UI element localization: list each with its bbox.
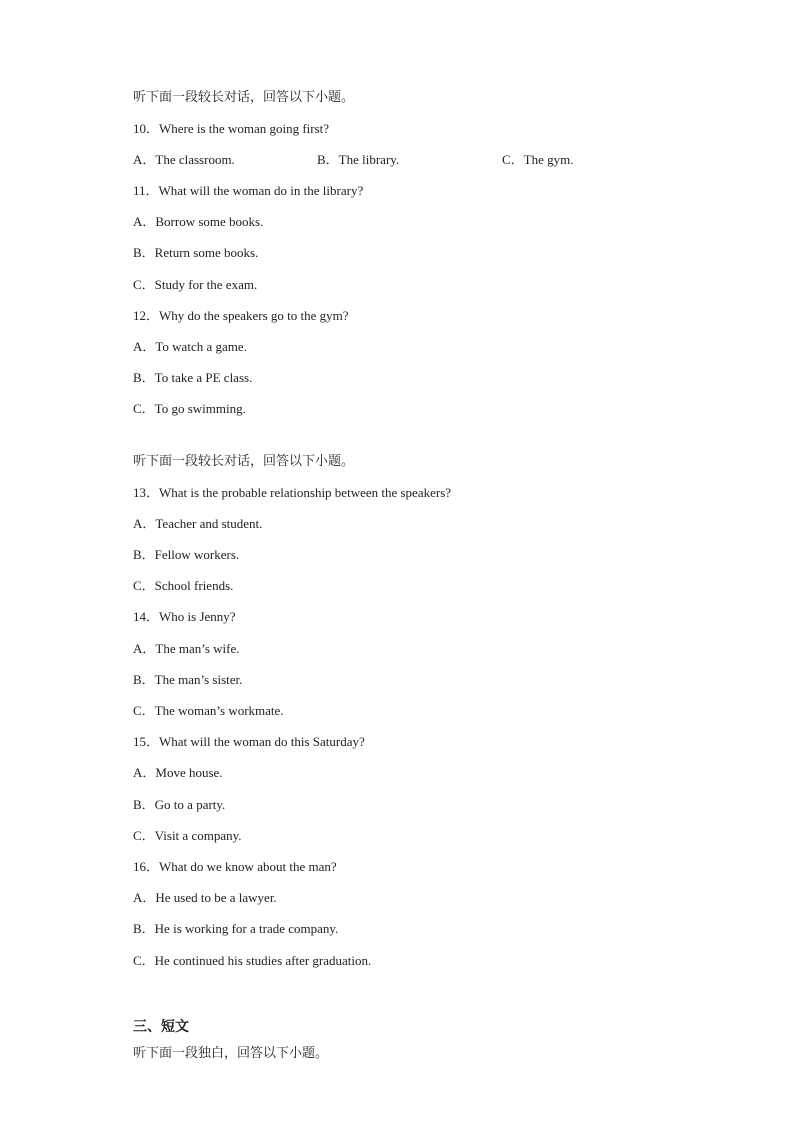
section-instruction: 听下面一段较长对话，回答以下小题。 (133, 90, 355, 105)
question-10-option-c: C．The gym. (502, 152, 574, 167)
question-13-option-c: C．School friends. (133, 578, 234, 593)
question-15-stem: 15．What will the woman do this Saturday? (133, 734, 365, 749)
question-11-stem: 11．What will the woman do in the library? (133, 183, 364, 198)
question-10-stem: 10．Where is the woman going first? (133, 121, 330, 136)
question-12-stem: 12．Why do the speakers go to the gym? (133, 308, 349, 323)
question-15-option-c: C．Visit a company. (133, 828, 242, 843)
section-instruction: 听下面一段独白，回答以下小题。 (133, 1046, 329, 1061)
question-15-option-b: B．Go to a party. (133, 797, 226, 812)
section-instruction: 听下面一段较长对话，回答以下小题。 (133, 454, 355, 469)
question-16-option-c: C．He continued his studies after graduation. (133, 953, 372, 968)
question-13-option-b: B．Fellow workers. (133, 547, 240, 562)
question-12-option-c: C．To go swimming. (133, 401, 246, 416)
section-heading: 三、短文 (133, 1019, 189, 1035)
question-14-option-b: B．The man’s sister. (133, 672, 243, 687)
question-13-stem: 13．What is the probable relationship between the speakers? (133, 485, 452, 500)
question-10-option-a: A．The classroom. (133, 152, 235, 167)
question-11-option-b: B．Return some books. (133, 245, 259, 260)
question-12-option-a: A．To watch a game. (133, 339, 247, 354)
question-11-option-c: C．Study for the exam. (133, 277, 258, 292)
question-14-option-a: A．The man’s wife. (133, 641, 240, 656)
question-14-option-c: C．The woman’s workmate. (133, 703, 284, 718)
question-16-stem: 16．What do we know about the man? (133, 859, 337, 874)
question-15-option-a: A．Move house. (133, 765, 223, 780)
question-16-option-b: B．He is working for a trade company. (133, 921, 339, 936)
question-13-option-a: A．Teacher and student. (133, 516, 263, 531)
question-12-option-b: B．To take a PE class. (133, 370, 253, 385)
question-16-option-a: A．He used to be a lawyer. (133, 890, 277, 905)
question-11-option-a: A．Borrow some books. (133, 214, 264, 229)
question-14-stem: 14．Who is Jenny? (133, 609, 236, 624)
question-10-option-b: B．The library. (317, 152, 400, 167)
